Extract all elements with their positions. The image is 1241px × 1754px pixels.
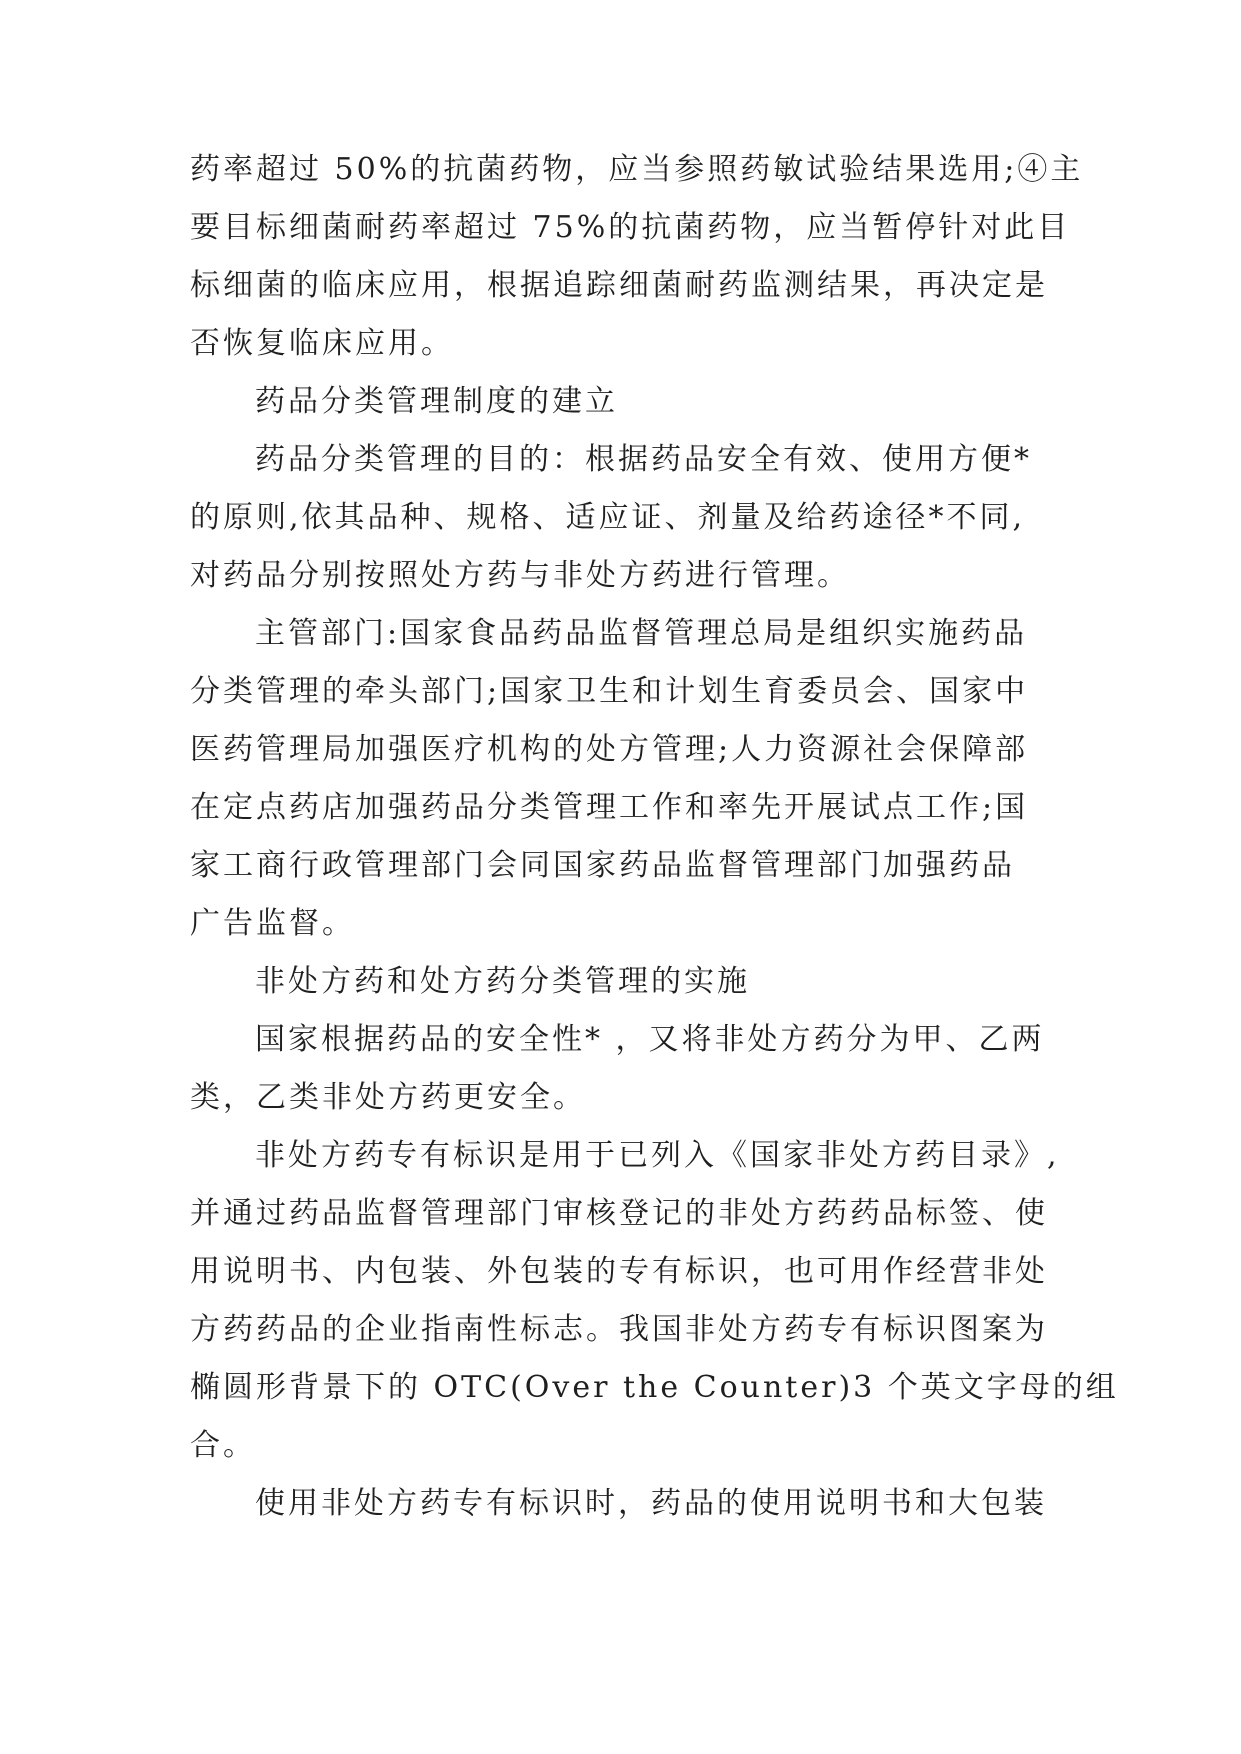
text-line: 家工商行政管理部门会同国家药品监督管理部门加强药品 <box>190 848 1015 883</box>
text-line: 标细菌的临床应用，根据追踪细菌耐药监测结果，再决定是 <box>190 268 1048 303</box>
text-line: 椭圆形背景下的 OTC(Over the Counter)3 个英文字母的组 <box>190 1370 1119 1405</box>
text-line: 对药品分别按照处方药与非处方药进行管理。 <box>190 558 850 593</box>
text-line: 广告监督。 <box>190 906 355 941</box>
text-line: 并通过药品监督管理部门审核登记的非处方药药品标签、使 <box>190 1196 1048 1231</box>
text-line: 在定点药店加强药品分类管理工作和率先开展试点工作;国 <box>190 790 1029 825</box>
paragraph-start: 国家根据药品的安全性* ，又将非处方药分为甲、乙两 <box>255 1022 1045 1057</box>
paragraph-start: 药品分类管理的目的：根据药品安全有效、使用方便* <box>255 442 1032 477</box>
text-line: 要目标细菌耐药率超过 75%的抗菌药物，应当暂停针对此目 <box>190 210 1071 245</box>
section-heading: 非处方药和处方药分类管理的实施 <box>255 964 750 999</box>
paragraph-start: 非处方药专有标识是用于已列入《国家非处方药目录》, <box>255 1138 1060 1173</box>
text-line: 分类管理的牵头部门;国家卫生和计划生育委员会、国家中 <box>190 674 1029 709</box>
text-line: 用说明书、内包装、外包装的专有标识，也可用作经营非处 <box>190 1254 1048 1289</box>
section-heading: 药品分类管理制度的建立 <box>255 384 618 419</box>
text-line: 的原则,依其品种、规格、适应证、剂量及给药途径*不同, <box>190 500 1026 535</box>
paragraph-start: 主管部门:国家食品药品监督管理总局是组织实施药品 <box>255 616 1028 651</box>
paragraph-start: 使用非处方药专有标识时，药品的使用说明书和大包装 <box>255 1486 1047 1521</box>
text-line: 医药管理局加强医疗机构的处方管理;人力资源社会保障部 <box>190 732 1029 767</box>
text-line: 合。 <box>190 1428 256 1463</box>
text-line: 否恢复临床应用。 <box>190 326 454 361</box>
text-line: 药率超过 50%的抗菌药物，应当参照药敏试验结果选用;④主 <box>190 152 1084 187</box>
text-line: 方药药品的企业指南性标志。我国非处方药专有标识图案为 <box>190 1312 1048 1347</box>
text-line: 类，乙类非处方药更安全。 <box>190 1080 586 1115</box>
